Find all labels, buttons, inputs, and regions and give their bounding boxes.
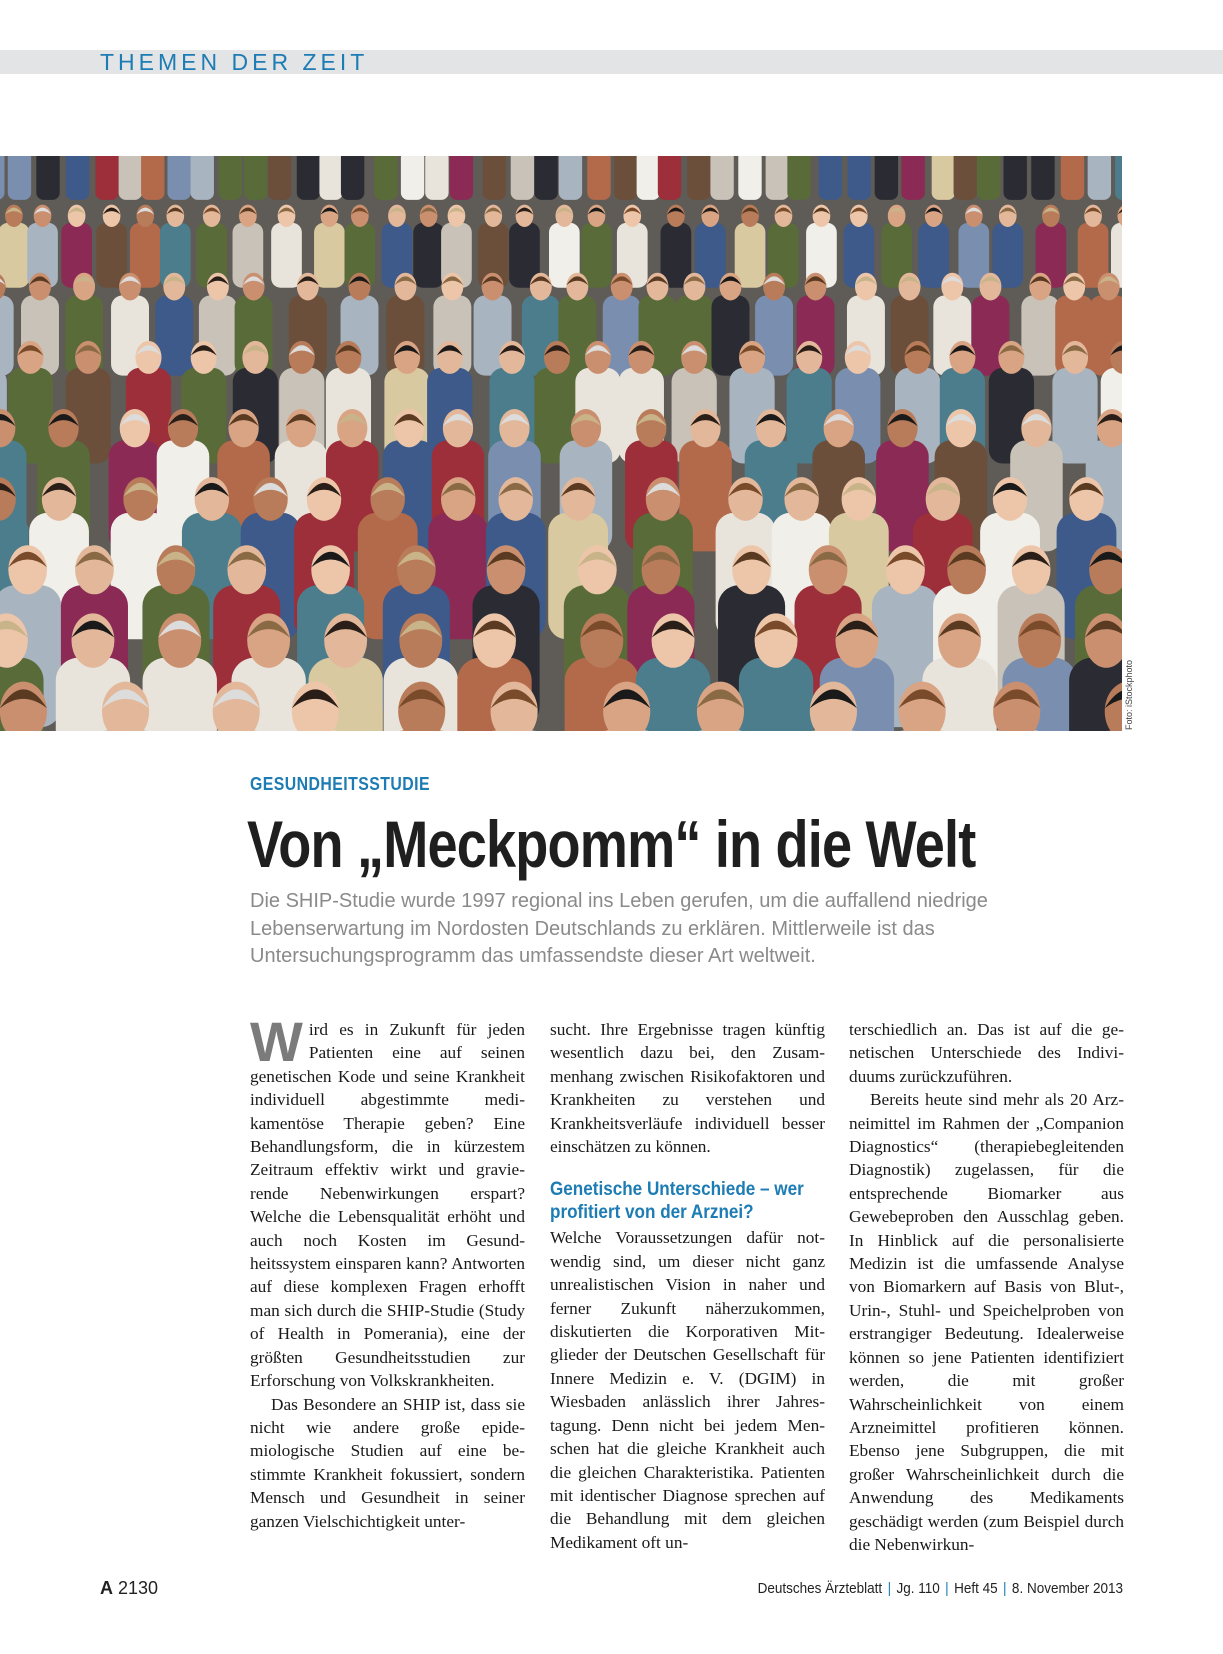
article-lead: Die SHIP-Studie wurde 1997 regional ins Leben gerufen, um die auffallend niedrige Lebenserwartung im Nordosten Deutschlands zu erklären. Mittlerweile ist das Untersuchungsprogramm das umfassendste dieser Art weltweit. xyxy=(250,890,988,967)
text-column-2 xyxy=(550,1018,825,1554)
crowd-photo xyxy=(0,156,1122,731)
paragraph-3: Welche Voraussetzungen dafür notwendig sind, um dieser nicht ganz unrealistischen Vision in naher und ferner Zukunft näherzukommen, diskutierten die Korporativen Mitglieder der Deutschen Gesellschaft für Innere Medizin e. V. (DGIM) in Wiesbaden anlässlich ihrer Jahrestagung. Denn nicht bei jedem Menschen hat die gleiche Krankheit auch die gleichen Charakteristika. Patienten mit identischer Diagnose sprechen auf die Behandlung mit dem gleichen Medikament oft un- xyxy=(550,1228,825,1552)
paragraph-2-continued: sucht. Ihre Ergebnisse tragen künftig wesentlich dazu bei, den Zusammenhang zwischen Risikofaktoren und Krankheiten zu verstehen und Krankheitsverläufe individuell besser einschätzen zu können. xyxy=(550,1020,825,1157)
section-label: THEMEN DER ZEIT xyxy=(100,49,369,75)
paragraph-2: Das Besondere an SHIP ist, dass sie nicht wie andere große epidemiologische Studien auf eine bestimmte Krankheit fokussiert, sondern Mensch und Gesundheit in seiner ganzen Vielschichtigkeit unter- xyxy=(250,1394,525,1531)
journal-volume: Jg. 110 xyxy=(896,1580,940,1597)
journal-name: Deutsches Ärzteblatt xyxy=(757,1580,883,1597)
paragraph-3-continued: terschiedlich an. Das ist auf die genetischen Unterschiede des Individuums zurückzuführen. xyxy=(849,1020,1124,1086)
paragraph-4: Bereits heute sind mehr als 20 Arzneimittel im Rahmen der „Companion Diagnostics“ (therapiebegleitenden Diagnostik) zugelassen, für die entsprechende Biomarker aus Gewebeproben den Ausschlag geben. In Hinblick auf die personalisierte Medizin ist die umfassende Analyse von Biomarkern auf Basis von Blut-, Urin-, Stuhl- und Speichelproben von erstrangiger Bedeutung. Idealerweise können so jene Patienten identifiziert werden, die mit großer Wahrscheinlichkeit von einem Arzneimittel profitieren können. Ebenso jene Subgruppen, die mit großer Wahrscheinlichkeit durch die Anwendung des Medikaments geschädigt werden (zum Beispiel durch die Nebenwirkun- xyxy=(849,1090,1124,1554)
article-kicker: GESUNDHEITSSTUDIE xyxy=(250,774,430,794)
journal-issue: Heft 45 xyxy=(954,1580,998,1597)
photo-credit: Foto: iStockphoto xyxy=(1124,659,1134,730)
journal-footer: Deutsches Ärzteblatt | Jg. 110 | Heft 45 | 8. November 2013 xyxy=(757,1580,1123,1597)
page-number: A 2130 xyxy=(100,1578,159,1598)
subheading: Genetische Unterschiede – wer profitiert von der Arznei? xyxy=(550,1179,804,1224)
text-column-3 xyxy=(849,1018,1124,1556)
drop-cap: W xyxy=(250,1010,303,1073)
journal-date: 8. November 2013 xyxy=(1011,1580,1123,1597)
crowd-photo-icon xyxy=(0,156,1122,731)
paragraph-1 xyxy=(250,1010,525,1393)
text-column-1 xyxy=(250,1010,525,1533)
article-title: Von „Meckpomm“ in die Welt xyxy=(247,807,976,881)
paragraph-1-text: ird es in Zukunft für jeden Patienten eine auf seinen genetischen Kode und seine Krankheit individuell abgestimmte medikamentöse Therapie geben? Eine Behandlungsform, die in kürzestem Zeitraum effektiv wirkt und gravierende Nebenwirkungen erspart? Welche die Lebensqualität erhöht und auch noch Kosten im Gesundheitssystem einsparen kann? Antworten auf diese komplexen Fragen erhofft man sich durch die SHIP-Studie (Study of Health in Pomerania), eine der größten Gesundheitsstudien zur Erforschung von Volkskrankheiten. xyxy=(250,1020,525,1391)
